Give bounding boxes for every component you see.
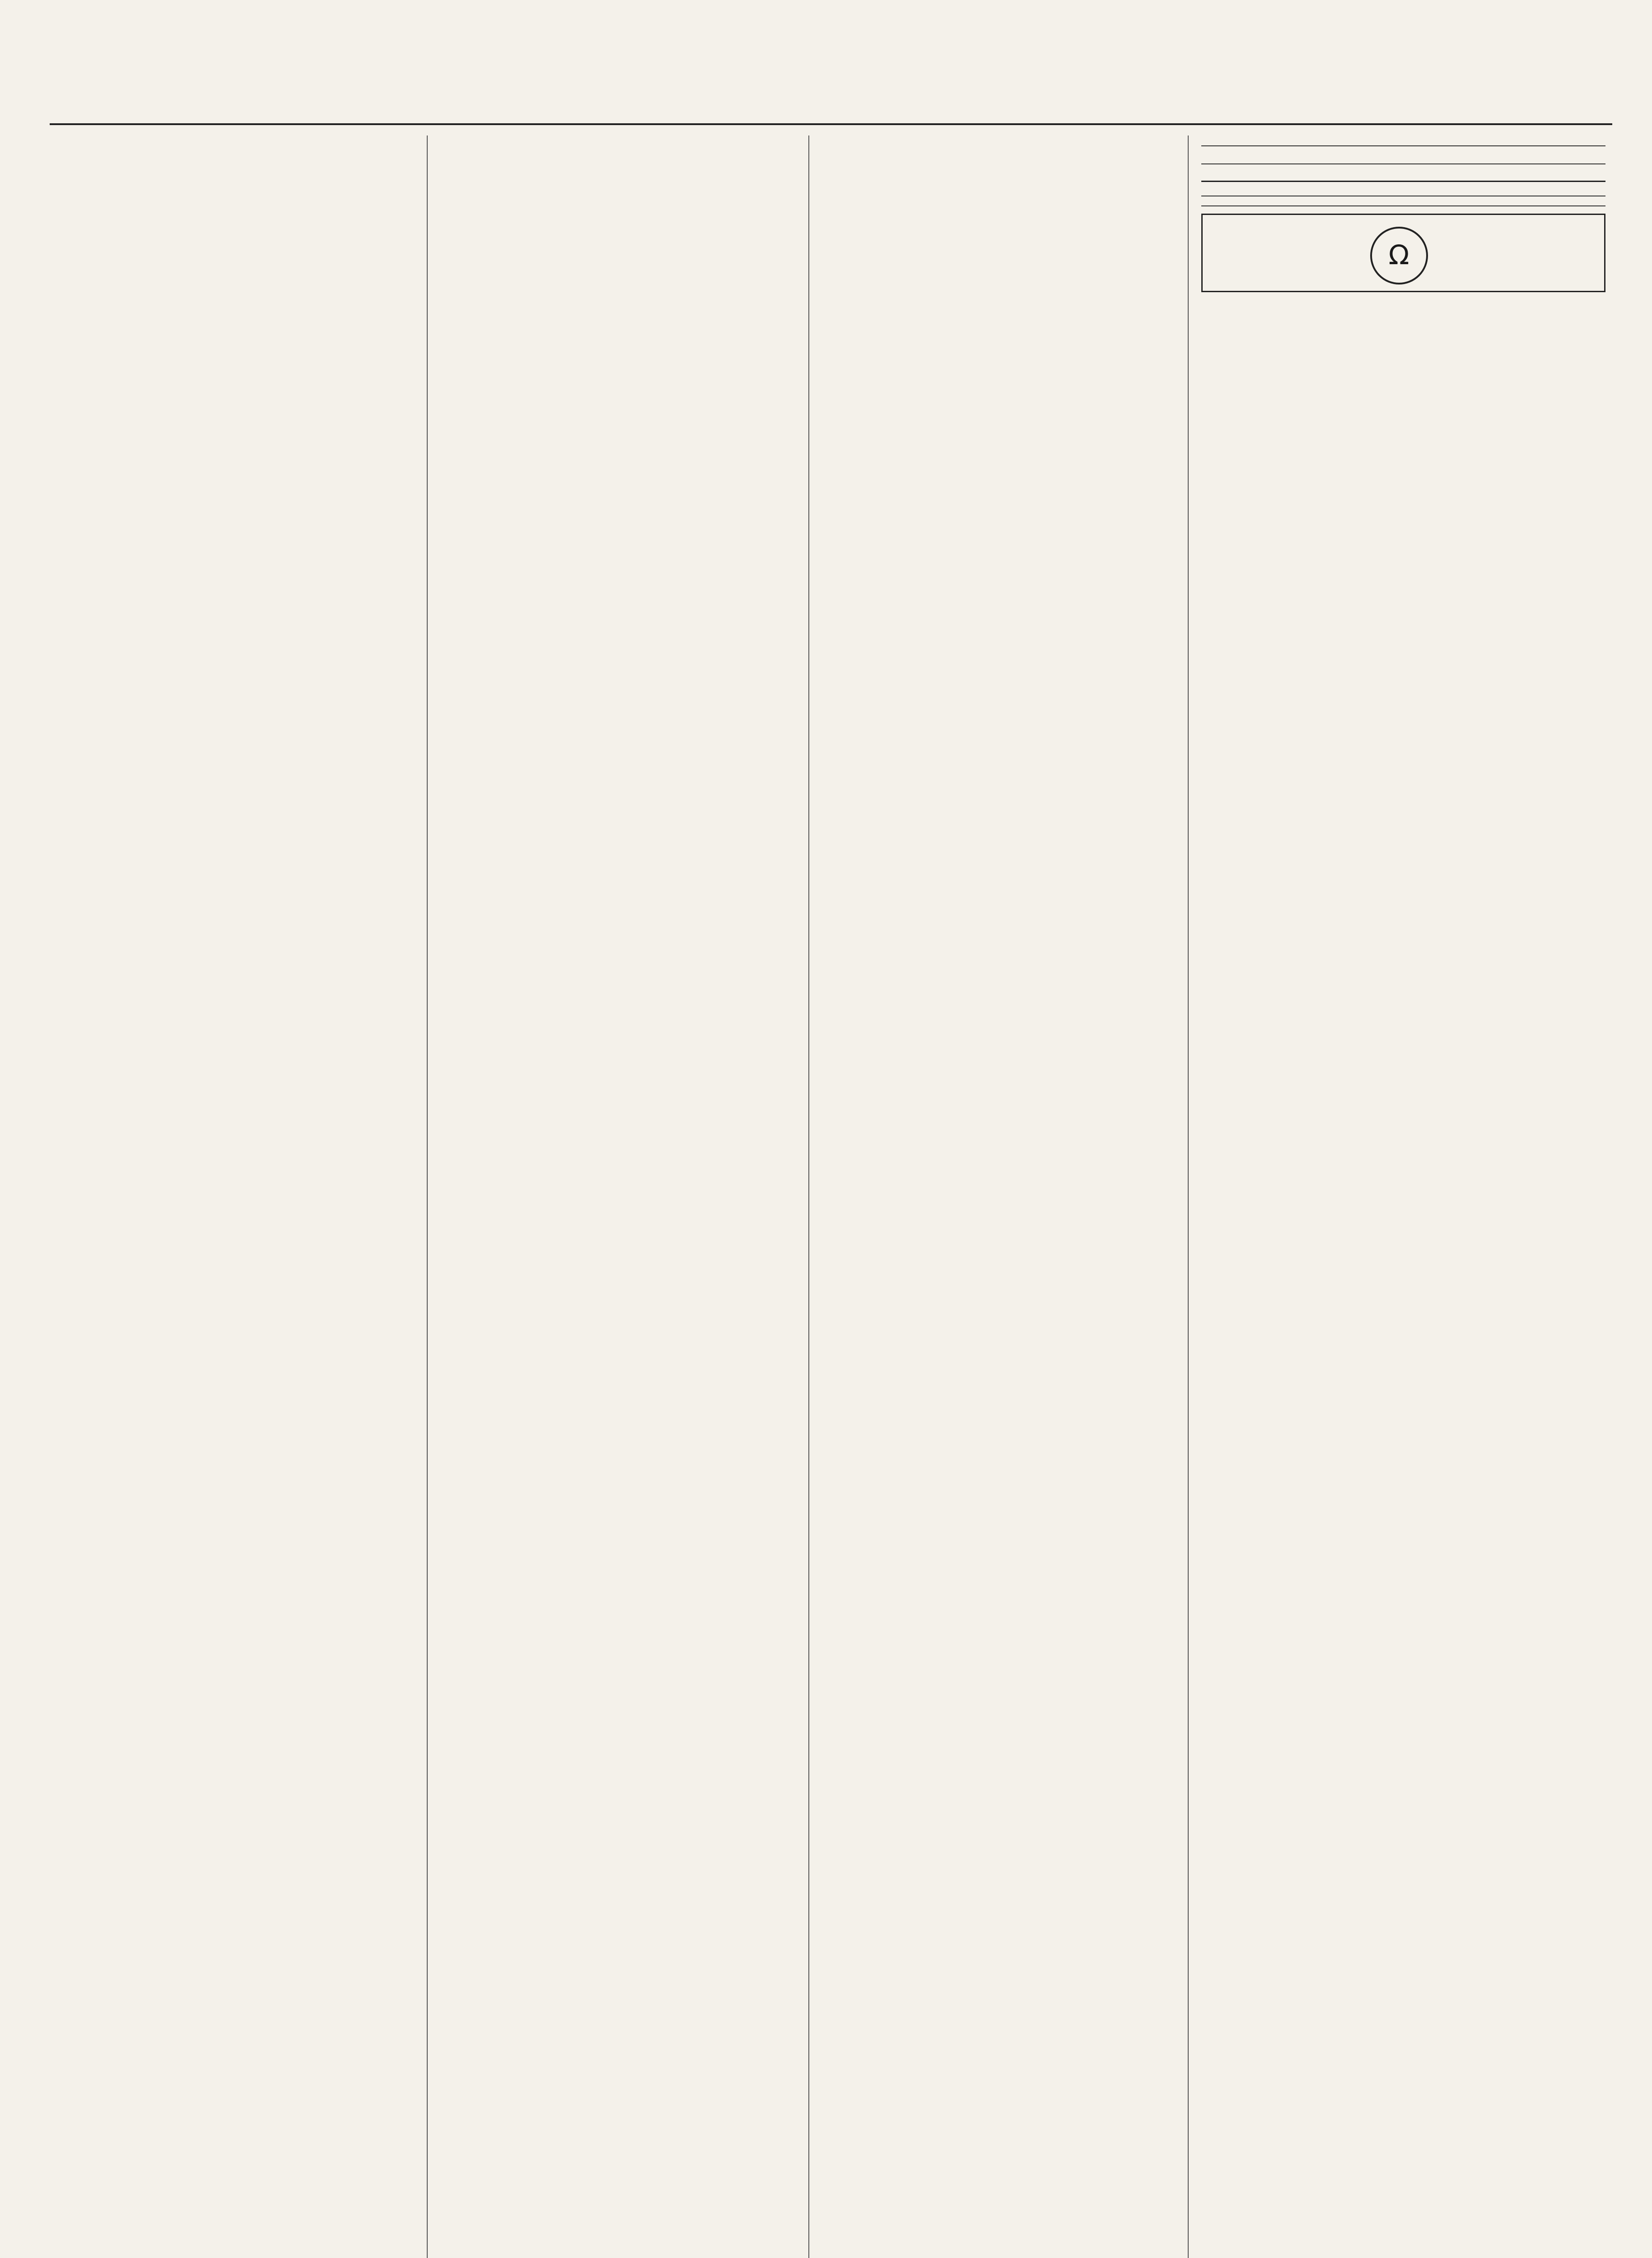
column-rule [427, 135, 428, 2258]
column-1 [50, 135, 400, 2258]
column-rule [1188, 135, 1189, 2258]
article-title [1201, 145, 1605, 154]
lottery-title [1201, 181, 1605, 188]
column-rule [808, 135, 809, 2258]
lottery-note [1201, 196, 1605, 206]
lottery-advertisement [1201, 214, 1605, 292]
horseshoe-logo-icon: Ω [1370, 227, 1428, 285]
page-header [50, 93, 1612, 125]
column-3-court-section [822, 135, 1172, 2258]
column-2 [445, 135, 795, 2258]
column-4 [1201, 135, 1605, 2258]
article-title [1201, 163, 1605, 172]
ad-brand-block [1211, 227, 1596, 285]
